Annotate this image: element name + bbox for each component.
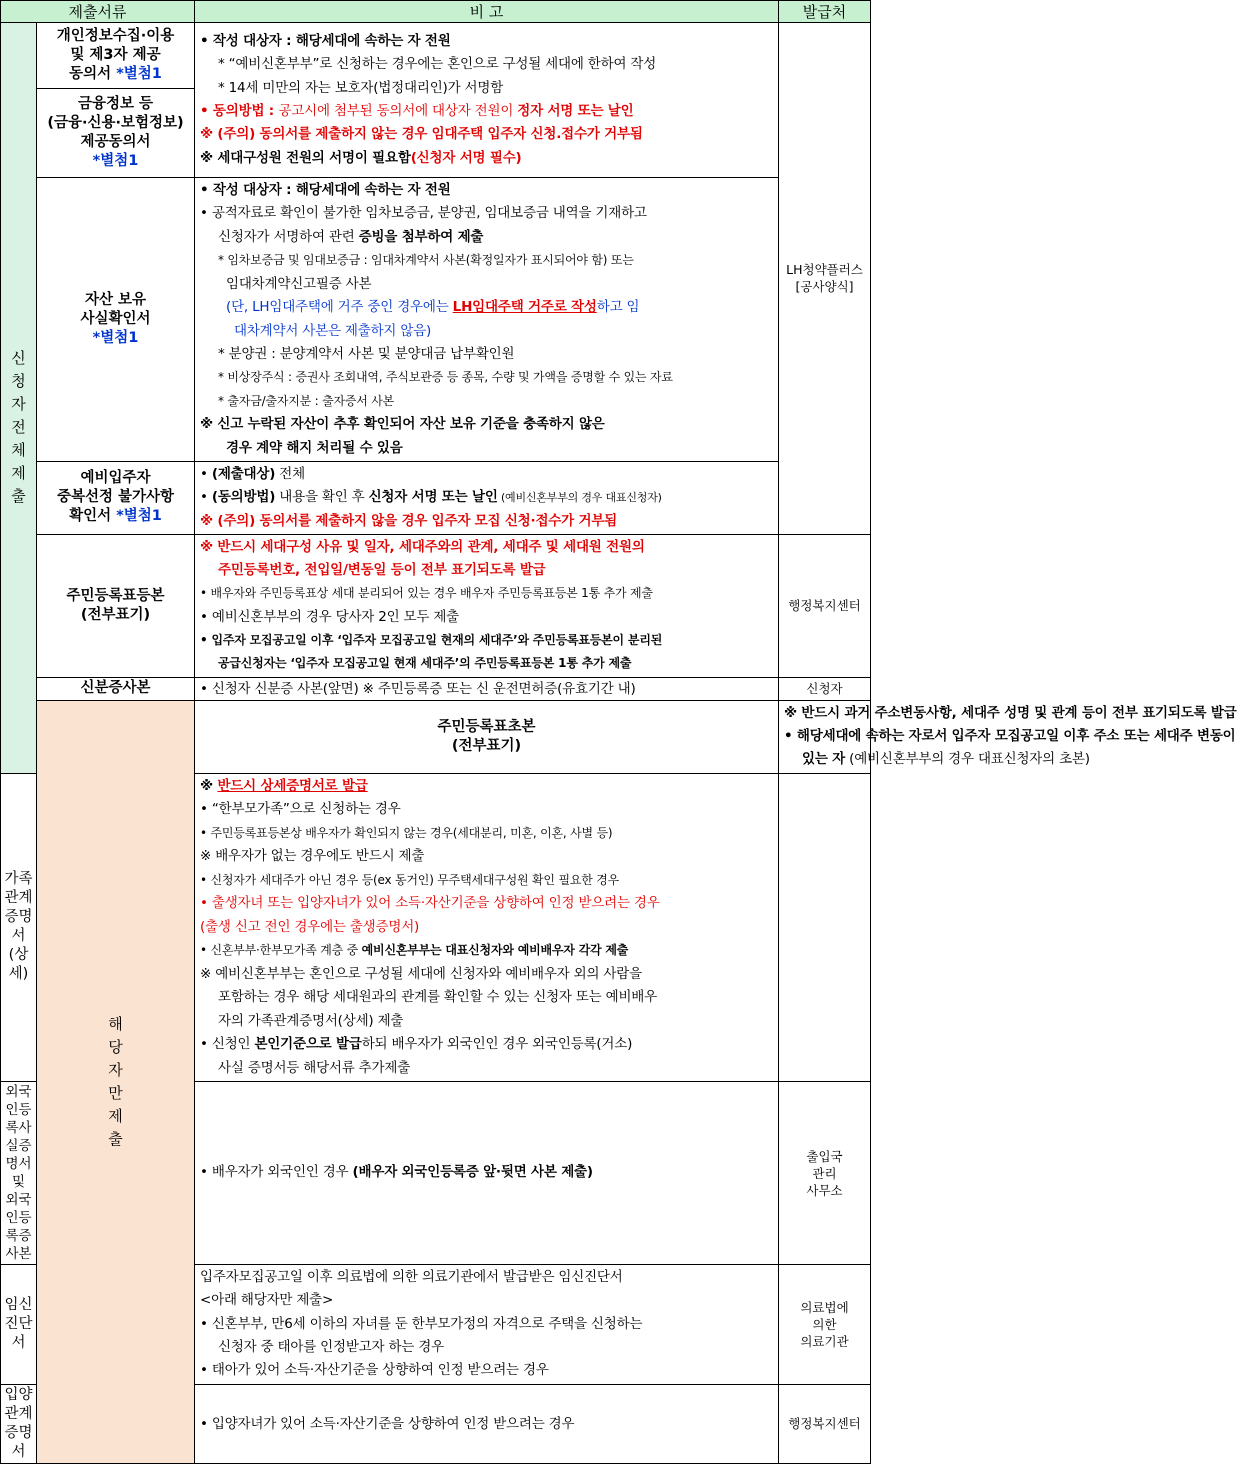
group-char: 자 <box>11 395 26 414</box>
note-line: • 동의방법 : 공고시에 첨부된 동의서에 대상자 전원이 정자 서명 또는 날인 <box>200 103 634 119</box>
group-char: 제 <box>11 464 26 483</box>
doc-adoption: 입양관계증명서 <box>1 1384 37 1463</box>
table-row <box>1 677 871 700</box>
header-note: 비 고 <box>195 1 779 23</box>
note-line: ※ 세대구성원 전원의 서명이 필요함(신청자 서명 필수) <box>200 149 522 166</box>
group-char: 자 <box>108 1060 123 1079</box>
table-row <box>1 23 871 178</box>
doc-ref: *별첨1 <box>92 152 139 169</box>
note-line: ※ (주의) 동의서를 제출하지 않는 경우 임대주택 입주자 신청.접수가 거부됨 <box>200 126 643 143</box>
doc-name: 제공동의서 <box>80 133 151 150</box>
doc-name: (금융·신용·보험정보) <box>47 114 184 131</box>
issuer-lh: LH청약플러스 [공사양식] <box>779 23 871 535</box>
note-resident-abstract: ※ 반드시 과거 주소변동사항, 세대주 성명 및 관계 등이 전부 표기되도록 발급 • 해당세대에 속하는 자로서 입주자 모집공고일 이후 주소 또는 세대주 변동이 있는 자 (예비신혼부부의 경우 대표신청자의 초본) <box>779 700 871 773</box>
header-doc: 제출서류 <box>1 1 195 23</box>
note-family-relation: ※ 반드시 상세증명서로 발급 • “한부모가족”으로 신청하는 경우 • 주민등록표등본상 배우자가 확인되지 않는 경우(세대분리, 미혼, 이혼, 사별 등) ※ 배우자가 없는 경우에도 반드시 제출 • 신청자가 세대주가 아닌 경우 등(ex 동거인) 무주택세대구성원 확인 필요한 경우 • 출생자녀 또는 입양자녀가 있어 소득·자산기준을 상향하여 인정 받으려는 경우 (출생 신고 전인 경우에는 출생증명서) • 신혼부부·한부모가족 계층 중 예비신혼부부는 대표신청자와 예비배우자 각각 제출 ※ 예비신혼부부는 혼인으로 구성될 세대에 신청자와 예비배우자 외의 사람을 포함하는 경우 해당 세대원과의 관계를 확인할 수 있는 신청자 또는 예비배우 자의 가족관계증명서(상세) 제출 • 신청인 본인기준으로 발급하되 배우자가 외국인인 경우 외국인등록(거소) 사실 증명서등 해당서류 추가제출 <box>195 773 779 1082</box>
group-char: 전 <box>11 418 26 437</box>
doc-asset-confirmation: 자산 보유 사실확인서 *별첨1 <box>37 178 195 462</box>
note-adoption: • 입양자녀가 있어 소득·자산기준을 상향하여 인정 받으려는 경우 <box>195 1384 779 1463</box>
group-char: 청 <box>11 372 26 391</box>
table-row <box>1 178 871 462</box>
issuer-immigration: 출입국 관리 사무소 <box>779 1082 871 1265</box>
table-row <box>1 462 871 535</box>
doc-resident-register: 주민등록표등본 (전부표기) <box>37 534 195 677</box>
issuer-applicant: 신청자 <box>779 677 871 700</box>
note-asset-confirmation: • 작성 대상자 : 해당세대에 속하는 자 전원 • 공적자료로 확인이 불가한 임차보증금, 분양권, 임대보증금 내역을 기재하고 신청자가 서명하여 관련 증빙을 첨부하여 제출 * 임차보증금 및 임대보증금 : 임대차계약서 사본(확정일자가 표시되어야 함) 또는 임대차계약신고필증 사본 (단, LH임대주택에 거주 중인 경우에는 LH임대주택 거주로 작성하고 임 대차계약서 사본은 제출하지 않음) * 분양권 : 분양계약서 사본 및 분양대금 납부확인원 * 비상장주식 : 증권사 조회내역, 주식보관증 등 종목, 수량 및 가액을 증명할 수 있는 자료 * 출자금/출자지분 : 출자증서 사본 ※ 신고 누락된 자산이 추후 확인되어 자산 보유 기준을 충족하지 않은 경우 계약 해지 처리될 수 있음 <box>195 178 779 462</box>
doc-name: 금융정보 등 <box>77 95 154 112</box>
group-eligible-only <box>37 700 195 1463</box>
doc-name: 동의서 <box>69 66 112 82</box>
group-label <box>1 347 36 508</box>
doc-foreigner-registration: 외국인등록사실증명서 및 외국인등록증사본 <box>1 1082 37 1265</box>
doc-resident-abstract: 주민등록표초본 (전부표기) <box>195 700 779 773</box>
issuer-admin-center: 행정복지센터 <box>779 534 871 677</box>
note-line: * “예비신혼부부”로 신청하는 경우에는 혼인으로 구성될 세대에 한하여 작성 <box>218 56 657 73</box>
note-pregnancy: 입주자모집공고일 이후 의료법에 의한 의료기관에서 발급받은 임신진단서 <아래 해당자만 제출> • 신혼부부, 만6세 이하의 자녀를 둔 한부모가정의 자격으로 주택을 신청하는 신청자 중 태아를 인정받고자 하는 경우 • 태아가 있어 소득·자산기준을 상향하여 인정 받으려는 경우 <box>195 1265 779 1384</box>
note-duplicate-check: • (제출대상) 전체 • (동의방법) 내용을 확인 후 신청자 서명 또는 날인 (예비신혼부부의 경우 대표신청자) ※ (주의) 동의서를 제출하지 않을 경우 입주자 모집 신청·접수가 거부됨 <box>195 462 779 535</box>
doc-family-relation: 가족관계증명서 (상세) <box>1 773 37 1082</box>
table-row <box>1 534 871 677</box>
group-char: 당 <box>108 1037 123 1056</box>
note-resident-register: ※ 반드시 세대구성 사유 및 일자, 세대주와의 관계, 세대주 및 세대원 전원의 주민등록번호, 전입일/변동일 등이 전부 표기되도록 발급 • 배우자와 주민등록표상 세대 분리되어 있는 경우 배우자 주민등록표등본 1통 추가 제출 • 예비신혼부부의 경우 당사자 2인 모두 제출 • 입주자 모집공고일 이후 ‘입주자 모집공고일 현재의 세대주’와 주민등록표등본이 분리된 공급신청자는 ‘입주자 모집공고일 현재 세대주’의 주민등록표등본 1통 추가 제출 <box>195 534 779 677</box>
group-char: 해 <box>108 1014 123 1033</box>
doc-name: 및 제3자 제공 <box>70 47 161 63</box>
table-row <box>1 700 871 773</box>
note-consent-forms <box>195 23 779 178</box>
table-header <box>1 1 871 23</box>
group-all-applicants <box>1 23 37 774</box>
note-id-copy: • 신청자 신분증 사본(앞면) ※ 주민등록증 또는 신 운전면허증(유효기간 내) <box>195 677 779 700</box>
group-char: 제 <box>108 1106 123 1125</box>
doc-duplicate-check: 예비입주자 중복선정 불가사항 확인서 *별첨1 <box>37 462 195 535</box>
doc-consent-forms <box>37 23 195 178</box>
group-char: 출 <box>108 1129 123 1148</box>
note-line: • 작성 대상자 : 해당세대에 속하는 자 전원 <box>200 33 451 50</box>
group-char: 만 <box>108 1083 123 1102</box>
note-line: * 14세 미만의 자는 보호자(법정대리인)가 서명함 <box>218 79 504 96</box>
group-label <box>37 1013 194 1151</box>
doc-pregnancy: 임신진단서 <box>1 1265 37 1384</box>
issuer-admin-center-3: 행정복지센터 <box>779 1384 871 1463</box>
doc-ref: *별첨1 <box>116 66 162 82</box>
group-char: 신 <box>11 349 26 368</box>
issuer-medical: 의료법에 의한 의료기관 <box>779 1265 871 1384</box>
doc-id-copy: 신분증사본 <box>37 677 195 700</box>
group-char: 체 <box>11 441 26 460</box>
header-issuer: 발급처 <box>779 1 871 23</box>
note-foreigner-registration: • 배우자가 외국인인 경우 (배우자 외국인등록증 앞·뒷면 사본 제출) <box>195 1082 779 1265</box>
doc-name: 개인정보수집·이용 <box>56 28 175 44</box>
group-char: 출 <box>11 487 26 506</box>
